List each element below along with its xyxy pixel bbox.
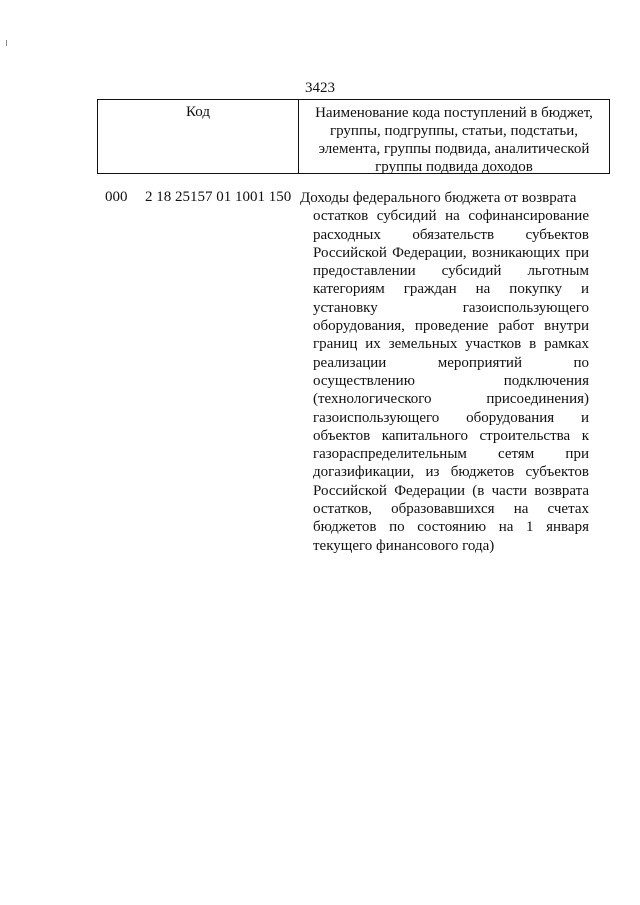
- table-header: [97, 99, 610, 174]
- description-first-line: Доходы федерального бюджета от возврата: [300, 190, 577, 206]
- name-column-header: Наименование кода поступлений в бюджет, группы, подгруппы, статьи, подстатьи, элемента, группы подвида, аналитической группы подвида доходов: [315, 105, 593, 175]
- admin-code: 000: [105, 189, 128, 205]
- code-column-header: Код: [98, 100, 299, 173]
- margin-mark: [6, 40, 7, 46]
- page-number: 3423: [305, 80, 335, 96]
- description-continuation: остатков субсидий на софинансирование расходных обязательств субъектов Российской Федерации, возникающих при предоставлении субсидий льготным категориям граждан на покупку и установку газоиспользующего оборудования, проведение работ внутри границ их земельных участков в рамках реализации мероприятий по осуществлению подключения (технологического присоединения) газоиспользующего оборудования и объектов капитального строительства к газораспределительным сетям при догазификации, из бюджетов субъектов Российской Федерации (в части возврата остатков, образовавшихся на счетах бюджетов по состоянию на 1 января текущего финансового года): [313, 208, 589, 554]
- income-code: 2 18 25157 01 1001 150: [145, 189, 292, 205]
- income-description: [300, 189, 589, 555]
